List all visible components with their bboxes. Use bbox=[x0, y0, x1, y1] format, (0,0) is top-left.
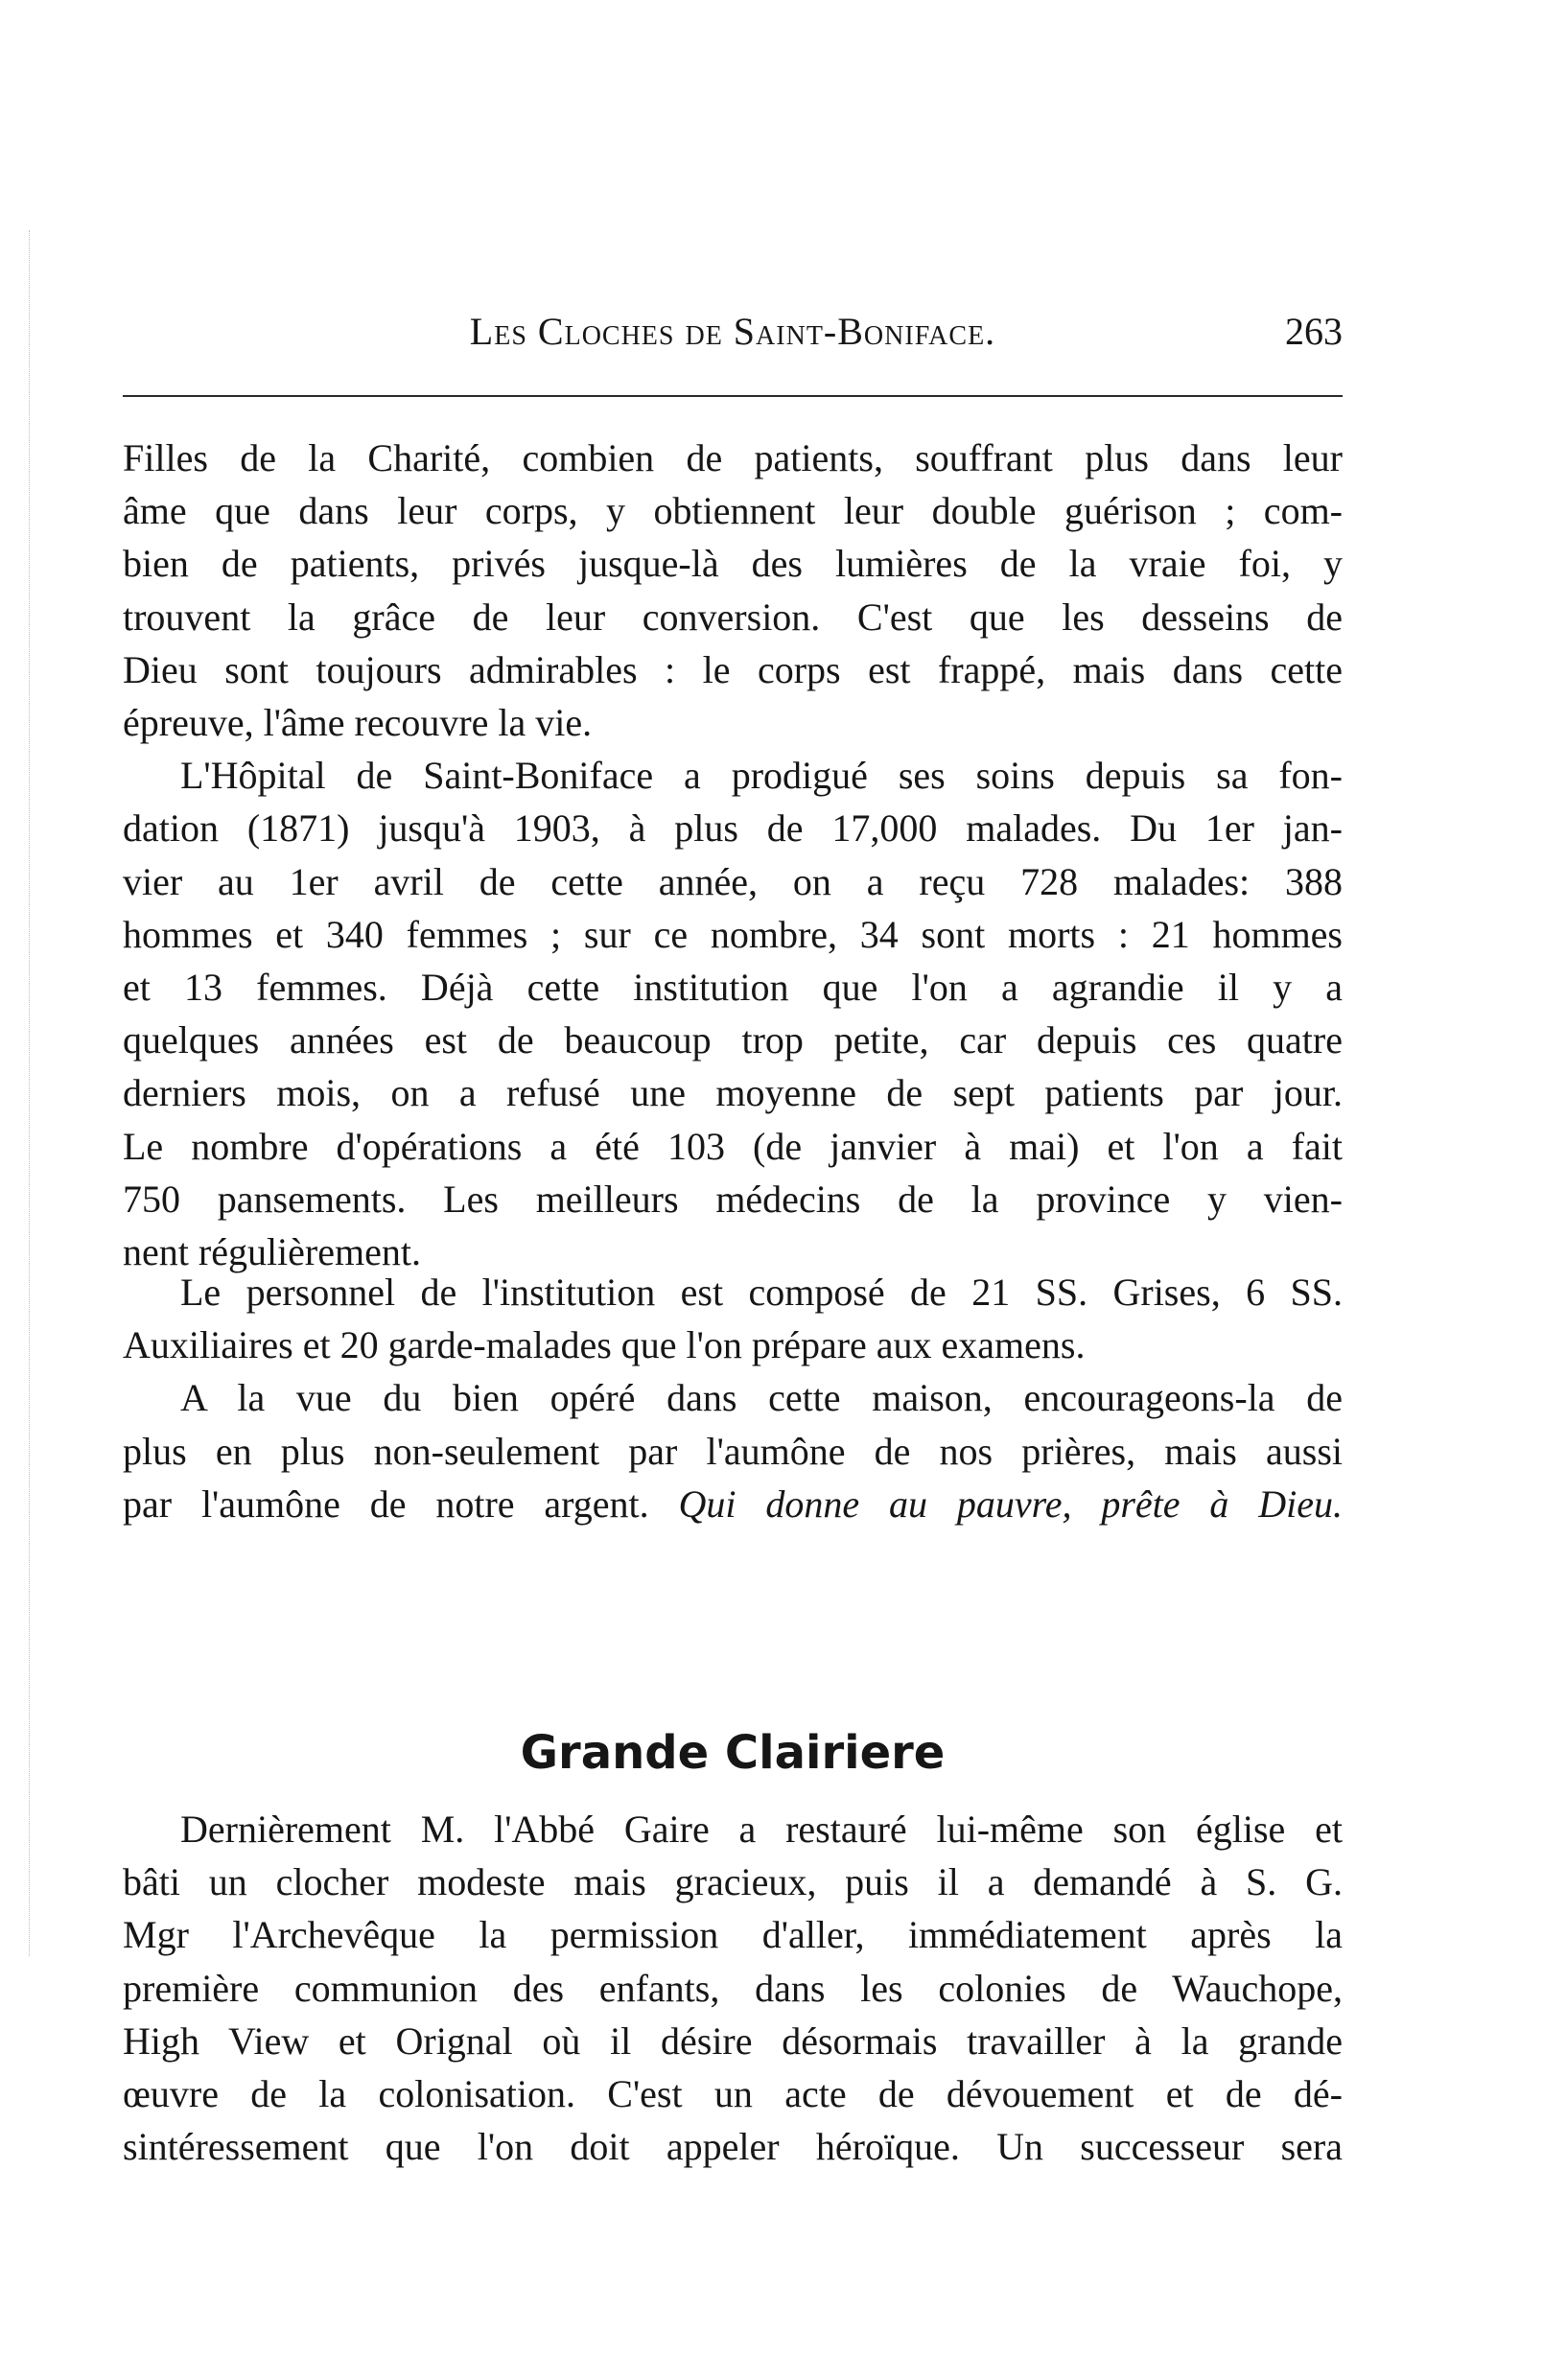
text-line: Mgr l'Archevêque la permission d'aller, immédiatement après la bbox=[123, 1913, 1343, 1957]
text-line: L'Hôpital de Saint-Boniface a prodigué ses soins depuis sa fon- bbox=[180, 754, 1343, 798]
text-line: Auxiliaires et 20 garde-malades que l'on prépare aux examens. bbox=[123, 1323, 1086, 1367]
paragraph-3 bbox=[123, 1266, 1343, 1371]
text-line: Le nombre d'opérations a été 103 (de janvier à mai) et l'on a fait bbox=[123, 1124, 1343, 1168]
page-number: 263 bbox=[1285, 310, 1343, 353]
text-line: âme que dans leur corps, y obtiennent leur double guérison ; com- bbox=[123, 489, 1343, 533]
text-line: derniers mois, on a refusé une moyenne de sept patients par jour. bbox=[123, 1071, 1343, 1115]
text-line: dation (1871) jusqu'à 1903, à plus de 17,000 malades. Du 1er jan- bbox=[123, 806, 1343, 851]
text-line: High View et Orignal où il désire désormais travailler à la grande bbox=[123, 2018, 1343, 2063]
text-line: bien de patients, privés jusque-là des lumières de la vraie foi, y bbox=[123, 542, 1343, 586]
paragraph-5 bbox=[123, 1803, 1343, 2173]
text-line: Le personnel de l'institution est composé de 21 SS. Grises, 6 SS. bbox=[180, 1271, 1343, 1314]
text-line: trouvent la grâce de leur conversion. C'est que les desseins de bbox=[123, 595, 1343, 639]
header-rule bbox=[123, 395, 1343, 397]
text-line: quelques années est de beaucoup trop petite, car depuis ces quatre bbox=[123, 1018, 1343, 1062]
paragraph-1 bbox=[123, 432, 1343, 749]
plain-text: par l'aumône de notre argent. bbox=[123, 1482, 649, 1526]
text-line: A la vue du bien opéré dans cette maison, encourageons-la de bbox=[180, 1376, 1343, 1420]
running-head bbox=[123, 309, 1343, 366]
text-line: et 13 femmes. Déjà cette institution que l'on a agrandie il y a bbox=[123, 966, 1343, 1010]
article-2-body bbox=[123, 1803, 1343, 2173]
paragraph-2 bbox=[123, 749, 1343, 1278]
text-line: œuvre de la colonisation. C'est un acte de dévouement et de dé- bbox=[123, 2072, 1343, 2116]
section-heading: Grande Clairiere bbox=[520, 1725, 946, 1780]
text-line: épreuve, l'âme recouvre la vie. bbox=[123, 701, 593, 745]
scan-edge-marks bbox=[29, 230, 34, 1956]
text-line: première communion des enfants, dans les colonies de Wauchope, bbox=[123, 1966, 1343, 2010]
text-line: Filles de la Charité, combien de patients, souffrant plus dans leur bbox=[123, 436, 1343, 479]
text-line: bâti un clocher modeste mais gracieux, puis il a demandé à S. G. bbox=[123, 1860, 1343, 1904]
running-title: Les Cloches de Saint-Boniface. bbox=[469, 310, 996, 353]
text-line: Dernièrement M. l'Abbé Gaire a restauré lui-même son église et bbox=[180, 1808, 1343, 1851]
paragraph-4 bbox=[123, 1371, 1343, 1530]
text-line: hommes et 340 femmes ; sur ce nombre, 34 sont morts : 21 hommes bbox=[123, 912, 1343, 956]
text-line-with-italic bbox=[123, 1478, 1343, 1530]
text-line: nent régulièrement. bbox=[123, 1230, 421, 1274]
text-line: vier au 1er avril de cette année, on a reçu 728 malades: 388 bbox=[123, 859, 1343, 903]
text-line: sintéressement que l'on doit appeler héroïque. Un successeur sera bbox=[123, 2125, 1343, 2169]
article-1-body bbox=[123, 432, 1343, 1278]
article-1-body-continued bbox=[123, 1266, 1343, 1530]
text-line: 750 pansements. Les meilleurs médecins de la province y vien- bbox=[123, 1177, 1343, 1221]
text-line: plus en plus non-seulement par l'aumône de nos prières, mais aussi bbox=[123, 1429, 1343, 1473]
text-line: Dieu sont toujours admirables : le corps est frappé, mais dans cette bbox=[123, 647, 1343, 691]
italic-maxim: Qui donne au pauvre, prête à Dieu. bbox=[678, 1482, 1343, 1526]
